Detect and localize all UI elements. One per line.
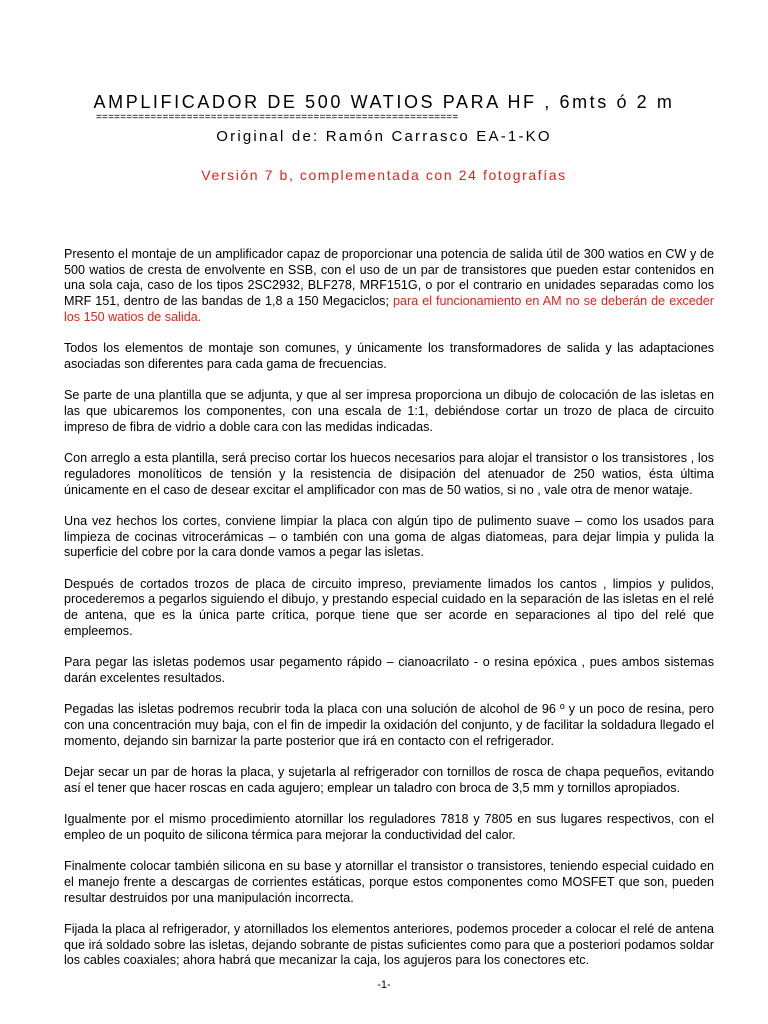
paragraph: Se parte de una plantilla que se adjunta, y que al ser impresa proporciona un dibujo de colocación de las isletas en las que ubicaremos los componentes, con una escala de 1:1, debiéndose cortar un trozo de placa de circuito impreso de fibra de vidrio a doble cara con las medidas indicadas. — [64, 388, 714, 434]
page-number: -1- — [377, 979, 391, 991]
document-title: AMPLIFICADOR DE 500 WATIOS PARA HF , 6mts ó 2 m — [93, 92, 675, 112]
paragraph: Dejar secar un par de horas la placa, y sujetarla al refrigerador con tornillos de rosca de chapa pequeños, evitando así el tener que hacer roscas en cada agujero; emplear un taladro con broca de 3,5 mm y tornillos apropiados. — [64, 765, 714, 795]
paragraph: Después de cortados trozos de placa de circuito impreso, previamente limados los cantos , limpios y pulidos, procederemos a pegarlos siguiendo el dibujo, y prestando especial cuidado en la separación de las isletas en el relé de antena, que es la única parte crítica, porque tiene que ser acorde en separaciones al tipo del relé que empleemos. — [64, 576, 714, 638]
version-note: Versión 7 b, complementada con 24 fotografías — [201, 167, 567, 183]
paragraph: Igualmente por el mismo procedimiento atornillar los reguladores 7818 y 7805 en sus lugares respectivos, con el empleo de un poquito de silicona térmica para mejorar la conductividad del calor. — [64, 812, 714, 842]
document-body — [64, 247, 714, 985]
paragraph: Todos los elementos de montaje son comunes, y únicamente los transformadores de salida y las adaptaciones asociadas son diferentes para cada gama de frecuencias. — [64, 341, 714, 371]
am-power-warning: para el funcionamiento en AM no se deberán de exceder los 150 watios de salida. — [64, 294, 714, 324]
paragraph: Finalmente colocar también silicona en su base y atornillar el transistor o transistores, teniendo especial cuidado en el manejo frente a descargas de corrientes estáticas, porque estos componentes como MOSFET que son, pueden resultar destruidos por una manipulación incorrecta. — [64, 859, 714, 905]
paragraph-text: Presento el montaje de un amplificador capaz de proporcionar una potencia de salida útil de 300 watios en CW y de 500 watios de cresta de envolvente en SSB, con el uso de un par de transistores que pueden estar contenidos en una sola caja, caso de los tipos 2SC2932, BLF278, MRF151G, o por el contrario en unidades separadas como los MRF 151, dentro de las bandas de 1,8 a 150 Megaciclos; — [64, 247, 714, 309]
author-line: Original de: Ramón Carrasco EA-1-KO — [216, 128, 552, 145]
paragraph: Fijada la placa al refrigerador, y atornillados los elementos anteriores, podemos proceder a colocar el relé de antena que irá soldado sobre las isletas, dejando sobrante de pistas suficientes como para que a posteriori podamos soldar los cables coaxiales; ahora habrá que mecanizar la caja, los agujeros para los conectores etc. — [64, 922, 714, 968]
paragraph: Para pegar las isletas podemos usar pegamento rápido – cianoacrilato - o resina epóxica , pues ambos sistemas darán excelentes resultados. — [64, 655, 714, 685]
paragraph: Una vez hechos los cortes, conviene limpiar la placa con algún tipo de pulimento suave – como los usados para limpieza de cocinas vitrocerámicas – o también con una goma de algas diatomeas, para dejar limpia y pulida la superficie del cobre por la cara donde vamos a pegar las isletas. — [64, 513, 714, 560]
paragraph: Pegadas las isletas podremos recubrir toda la placa con una solución de alcohol de 96 º y un poco de resina, pero con una concentración muy baja, con el fin de impedir la oxidación del conjunto, y de facilitar la soldadura llegado el momento, dejando sin barnizar la parte posterior que irá en contacto con el refrigerador. — [64, 702, 714, 748]
paragraph — [64, 247, 714, 326]
title-underline-rule: ============================================================ — [96, 113, 459, 123]
paragraph: Con arreglo a esta plantilla, será preciso cortar los huecos necesarios para alojar el transistor o los transistores , los reguladores monolíticos de tensión y la resistencia de disipación del atenuador de 250 watios, ésta última únicamente en el caso de desear excitar el amplificador con mas de 50 watios, si no , vale otra de menor wataje. — [64, 451, 714, 497]
